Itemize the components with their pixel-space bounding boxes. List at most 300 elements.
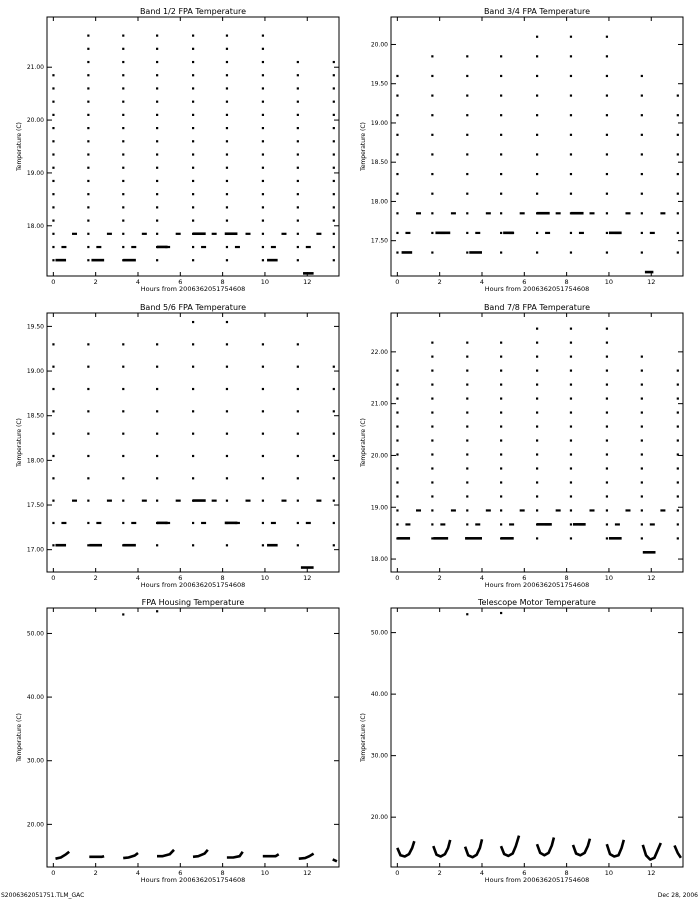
data-point <box>466 342 468 344</box>
data-point <box>500 356 502 358</box>
data-point-streak <box>416 509 421 511</box>
x-tick-label: 4 <box>135 574 141 582</box>
data-point <box>606 328 608 330</box>
data-point <box>122 167 124 169</box>
data-point <box>87 366 89 368</box>
data-point <box>297 140 299 142</box>
data-point <box>606 397 608 399</box>
data-plateau <box>609 232 622 235</box>
data-point <box>536 134 538 136</box>
data-point <box>192 455 194 457</box>
data-point <box>122 366 124 368</box>
data-point-streak <box>306 522 311 524</box>
data-point <box>500 173 502 175</box>
data-series-segment <box>263 854 279 856</box>
data-point <box>606 94 608 96</box>
x-axis-label: Hours from 2006362051754608 <box>484 285 590 293</box>
data-point <box>536 232 538 234</box>
data-point <box>677 94 679 96</box>
x-tick-label: 0 <box>395 278 400 286</box>
data-point <box>262 259 264 261</box>
data-plateau <box>402 251 413 254</box>
data-point <box>192 410 194 412</box>
data-point <box>297 74 299 76</box>
data-point <box>52 343 54 345</box>
data-point <box>156 388 158 390</box>
data-point <box>262 343 264 345</box>
data-point <box>570 94 572 96</box>
data-plateau <box>469 251 482 254</box>
data-point <box>396 383 398 385</box>
data-point <box>333 544 335 546</box>
data-point <box>677 439 679 441</box>
data-point <box>500 425 502 427</box>
data-point-streak <box>440 523 445 525</box>
data-point <box>262 35 264 37</box>
data-point <box>536 356 538 358</box>
data-point <box>297 410 299 412</box>
data-point <box>192 48 194 50</box>
data-point-streak <box>405 232 410 234</box>
data-point <box>87 167 89 169</box>
y-tick-label: 19.50 <box>26 323 44 331</box>
data-point <box>431 193 433 195</box>
band-3-4-fpa-temperature-chart <box>360 7 683 293</box>
data-plateau <box>645 271 653 274</box>
data-point <box>500 342 502 344</box>
data-point <box>677 453 679 455</box>
x-axis-label: Hours from 2006362051754608 <box>140 285 246 293</box>
data-series-segment <box>193 850 208 857</box>
band-5-6-fpa-temperature-chart <box>16 303 339 589</box>
data-point <box>396 411 398 413</box>
data-point <box>466 523 468 525</box>
data-point-streak <box>545 232 550 234</box>
data-point <box>226 140 228 142</box>
data-point <box>677 153 679 155</box>
data-point <box>641 114 643 116</box>
data-point <box>192 259 194 261</box>
data-point <box>466 453 468 455</box>
data-point <box>52 366 54 368</box>
data-point-streak <box>212 233 217 235</box>
data-point <box>500 251 502 253</box>
x-tick-label: 10 <box>260 574 270 582</box>
data-point-streak <box>96 246 101 248</box>
data-point <box>677 397 679 399</box>
data-point <box>606 481 608 483</box>
data-point <box>606 411 608 413</box>
data-point <box>570 75 572 77</box>
data-point <box>297 522 299 524</box>
data-point <box>297 246 299 248</box>
chart-title: Band 7/8 FPA Temperature <box>483 303 591 312</box>
data-point <box>192 433 194 435</box>
data-point <box>606 134 608 136</box>
data-point-streak <box>509 523 514 525</box>
data-point <box>226 433 228 435</box>
data-point <box>606 212 608 214</box>
data-point <box>156 35 158 37</box>
data-point <box>192 74 194 76</box>
data-point <box>156 114 158 116</box>
x-tick-label: 2 <box>437 869 442 877</box>
data-point <box>570 173 572 175</box>
data-point <box>333 388 335 390</box>
data-point <box>641 467 643 469</box>
data-point <box>396 251 398 253</box>
data-point <box>466 173 468 175</box>
data-point-streak <box>235 246 240 248</box>
data-point <box>226 61 228 63</box>
data-point <box>396 94 398 96</box>
x-tick-label: 6 <box>522 869 527 877</box>
data-point <box>87 61 89 63</box>
data-plateau <box>303 272 314 275</box>
data-point <box>536 439 538 441</box>
data-point <box>570 232 572 234</box>
data-point <box>431 212 433 214</box>
data-plateau <box>397 537 410 540</box>
data-series-segment <box>397 841 414 856</box>
chart-title: Band 3/4 FPA Temperature <box>483 7 591 16</box>
x-tick-label: 6 <box>178 574 183 582</box>
x-tick-label: 2 <box>437 278 442 286</box>
data-point <box>262 522 264 524</box>
data-point <box>192 61 194 63</box>
data-point-streak <box>650 523 655 525</box>
data-point-streak <box>96 522 101 524</box>
data-plateau <box>571 212 584 215</box>
data-series-segment <box>89 856 104 857</box>
y-axis-label: Temperature (C) <box>16 713 23 762</box>
data-point <box>262 193 264 195</box>
data-point <box>570 342 572 344</box>
data-point <box>262 220 264 222</box>
data-point <box>226 48 228 50</box>
data-point-streak <box>556 212 561 214</box>
data-point <box>192 544 194 546</box>
data-point <box>333 114 335 116</box>
data-point <box>52 74 54 76</box>
data-point <box>226 35 228 37</box>
data-point <box>606 383 608 385</box>
data-series-segment <box>501 836 519 856</box>
data-point <box>500 55 502 57</box>
data-point <box>122 206 124 208</box>
data-point <box>466 509 468 511</box>
data-point <box>226 388 228 390</box>
data-point <box>466 55 468 57</box>
data-point <box>641 153 643 155</box>
data-point <box>536 453 538 455</box>
data-point <box>226 87 228 89</box>
data-point <box>297 388 299 390</box>
x-tick-label: 4 <box>135 869 141 877</box>
data-point <box>641 193 643 195</box>
data-point <box>500 509 502 511</box>
data-point <box>52 259 54 261</box>
data-plateau <box>55 259 66 262</box>
data-point <box>226 455 228 457</box>
plot-frame <box>47 313 339 572</box>
data-point <box>570 467 572 469</box>
data-point <box>192 246 194 248</box>
data-point-streak <box>660 509 665 511</box>
data-point <box>536 467 538 469</box>
data-point <box>677 523 679 525</box>
data-point-streak <box>475 232 480 234</box>
data-point <box>606 523 608 525</box>
data-point <box>156 343 158 345</box>
y-tick-label: 19.00 <box>26 368 44 376</box>
data-point <box>333 233 335 235</box>
data-point <box>262 388 264 390</box>
data-point <box>431 425 433 427</box>
data-point <box>52 433 54 435</box>
data-point <box>156 220 158 222</box>
data-point <box>122 410 124 412</box>
data-point <box>87 140 89 142</box>
data-point <box>536 153 538 155</box>
data-point <box>192 127 194 129</box>
data-point <box>87 455 89 457</box>
data-point <box>396 467 398 469</box>
data-point <box>52 477 54 479</box>
data-point <box>262 153 264 155</box>
y-tick-label: 19.50 <box>370 80 388 88</box>
data-point <box>156 259 158 261</box>
x-axis-label: Hours from 2006362051754608 <box>140 581 246 589</box>
data-plateau <box>89 544 102 547</box>
data-series-segment <box>573 839 590 856</box>
data-point <box>466 251 468 253</box>
x-tick-label: 0 <box>395 574 400 582</box>
data-point-streak <box>131 522 136 524</box>
data-point <box>52 140 54 142</box>
data-point-streak <box>316 233 321 235</box>
y-axis-label: Temperature (C) <box>16 418 23 467</box>
data-point-streak <box>520 509 525 511</box>
y-tick-label: 20.00 <box>26 821 44 829</box>
data-point <box>606 425 608 427</box>
x-axis-label: Hours from 2006362051754608 <box>140 876 246 884</box>
data-plateau <box>609 537 622 540</box>
data-point-streak <box>142 500 147 502</box>
y-tick-label: 20.00 <box>370 452 388 460</box>
data-point <box>466 467 468 469</box>
data-plateau <box>123 544 136 547</box>
x-tick-label: 10 <box>604 574 614 582</box>
data-point <box>431 397 433 399</box>
data-point <box>641 537 643 539</box>
x-tick-label: 12 <box>303 278 312 286</box>
data-point <box>606 467 608 469</box>
y-tick-label: 20.00 <box>370 814 388 822</box>
data-point <box>606 495 608 497</box>
data-series-segment <box>607 840 624 857</box>
data-point <box>570 134 572 136</box>
data-point <box>262 233 264 235</box>
data-point <box>570 383 572 385</box>
data-point <box>262 206 264 208</box>
data-point <box>396 173 398 175</box>
data-point <box>431 153 433 155</box>
data-point <box>570 153 572 155</box>
data-point <box>156 87 158 89</box>
data-point-streak <box>107 500 112 502</box>
data-point <box>333 140 335 142</box>
data-point <box>297 206 299 208</box>
data-point <box>156 410 158 412</box>
data-point <box>52 127 54 129</box>
x-tick-label: 12 <box>647 869 656 877</box>
data-plateau <box>435 232 450 235</box>
y-tick-label: 19.00 <box>370 119 388 127</box>
data-point <box>466 94 468 96</box>
data-point <box>431 523 433 525</box>
data-point <box>52 101 54 103</box>
data-point <box>677 425 679 427</box>
y-tick-label: 18.00 <box>370 198 388 206</box>
data-point <box>500 397 502 399</box>
data-point <box>262 544 264 546</box>
data-point <box>536 114 538 116</box>
data-point-streak <box>615 523 620 525</box>
data-point <box>262 114 264 116</box>
data-point <box>52 193 54 195</box>
data-point <box>262 410 264 412</box>
data-point <box>262 127 264 129</box>
data-point <box>677 193 679 195</box>
data-point-streak <box>131 246 136 248</box>
data-outlier-point <box>122 613 124 615</box>
data-point <box>297 87 299 89</box>
data-point <box>262 455 264 457</box>
data-point <box>466 153 468 155</box>
x-tick-label: 8 <box>564 278 569 286</box>
data-point <box>536 509 538 511</box>
footer-date: Dec 28, 2006 <box>657 892 698 899</box>
data-point <box>677 251 679 253</box>
data-point <box>396 134 398 136</box>
data-point <box>641 509 643 511</box>
y-axis-label: Temperature (C) <box>360 713 367 762</box>
data-point <box>262 101 264 103</box>
data-point <box>122 246 124 248</box>
data-point <box>466 495 468 497</box>
data-point <box>156 153 158 155</box>
data-point <box>226 220 228 222</box>
data-point <box>466 439 468 441</box>
data-point <box>536 411 538 413</box>
data-point <box>466 75 468 77</box>
data-point <box>87 74 89 76</box>
data-point <box>122 153 124 155</box>
data-point <box>677 509 679 511</box>
data-point <box>192 321 194 323</box>
y-tick-label: 20.00 <box>370 41 388 49</box>
data-series-segment <box>643 843 661 860</box>
data-point <box>333 193 335 195</box>
data-point <box>226 167 228 169</box>
data-point <box>606 369 608 371</box>
x-tick-label: 0 <box>51 869 56 877</box>
data-point <box>466 212 468 214</box>
data-point-streak <box>451 212 456 214</box>
data-point <box>156 101 158 103</box>
data-point <box>156 477 158 479</box>
data-point <box>536 193 538 195</box>
x-tick-label: 2 <box>93 869 98 877</box>
data-point <box>466 232 468 234</box>
data-point <box>226 114 228 116</box>
data-point <box>122 388 124 390</box>
data-point <box>122 127 124 129</box>
data-point <box>87 343 89 345</box>
data-point <box>192 206 194 208</box>
data-point <box>641 369 643 371</box>
data-point <box>396 153 398 155</box>
y-tick-label: 18.00 <box>26 222 44 230</box>
data-point <box>641 453 643 455</box>
data-point <box>226 259 228 261</box>
data-point <box>156 61 158 63</box>
data-point <box>466 397 468 399</box>
data-point <box>641 356 643 358</box>
band-7-8-fpa-temperature-chart <box>360 303 683 589</box>
data-point-streak <box>246 500 251 502</box>
data-point <box>262 433 264 435</box>
data-point <box>262 74 264 76</box>
data-point <box>466 383 468 385</box>
data-point <box>87 48 89 50</box>
data-point-streak <box>405 523 410 525</box>
data-point <box>192 87 194 89</box>
x-tick-label: 4 <box>479 869 485 877</box>
x-tick-label: 10 <box>604 278 614 286</box>
data-point <box>52 388 54 390</box>
data-point <box>192 366 194 368</box>
data-point <box>87 233 89 235</box>
data-point <box>570 509 572 511</box>
data-point <box>431 356 433 358</box>
y-axis-label: Temperature (C) <box>360 122 367 171</box>
data-point <box>536 251 538 253</box>
x-tick-label: 8 <box>220 278 225 286</box>
data-point <box>500 481 502 483</box>
data-point <box>122 48 124 50</box>
x-tick-label: 12 <box>647 278 656 286</box>
data-point <box>641 94 643 96</box>
data-point <box>192 388 194 390</box>
data-point <box>677 134 679 136</box>
data-point <box>570 523 572 525</box>
data-point <box>606 537 608 539</box>
data-point <box>297 455 299 457</box>
y-tick-label: 17.50 <box>370 237 388 245</box>
data-point <box>677 212 679 214</box>
data-point-streak <box>176 233 181 235</box>
y-tick-label: 17.00 <box>26 546 44 554</box>
data-point <box>641 232 643 234</box>
data-point <box>333 500 335 502</box>
data-point <box>606 342 608 344</box>
data-point <box>122 180 124 182</box>
data-point-streak <box>486 212 491 214</box>
data-outlier-point <box>466 613 468 615</box>
data-point <box>52 220 54 222</box>
